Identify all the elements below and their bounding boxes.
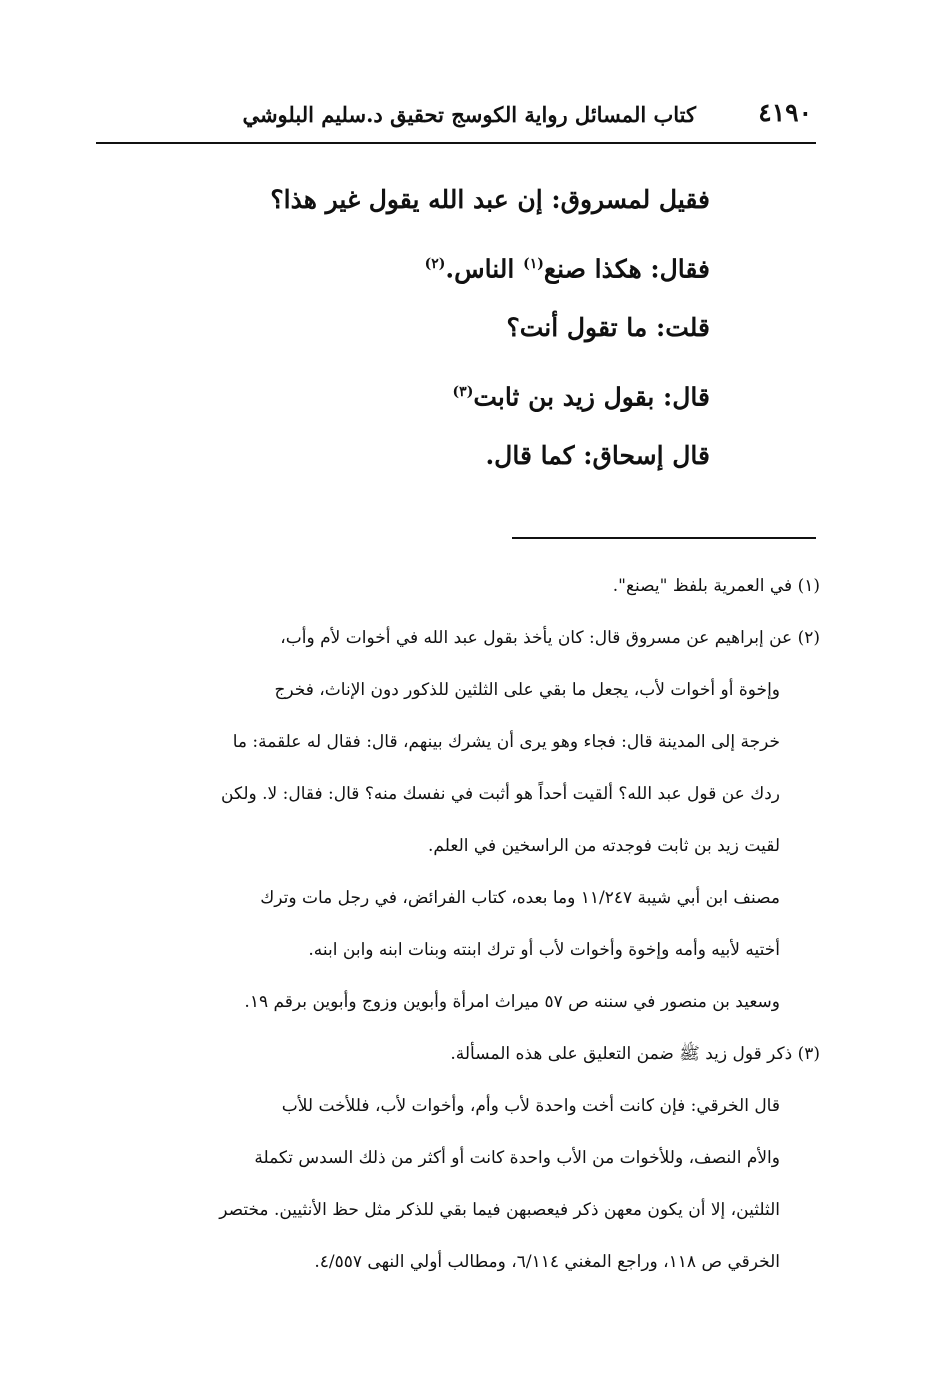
line-text: فقال: هكذا صنع xyxy=(543,254,710,284)
footnote-marker: (٢) xyxy=(424,256,446,272)
page-number: ٤١٩٠ xyxy=(758,98,812,127)
footnote-line: (٣) ذكر قول زيد ﷺ ضمن التعليق على هذه المسألة. xyxy=(450,1044,820,1064)
main-text-line xyxy=(190,360,710,424)
page-header xyxy=(96,96,816,136)
footnote-marker: (١) xyxy=(523,256,544,272)
footnote-divider xyxy=(512,537,816,539)
line-text: قال إسحاق: كما قال. xyxy=(485,441,710,470)
line-text: قال: بقول زيد بن ثابت xyxy=(473,382,710,412)
line-text: قلت: ما تقول أنت؟ xyxy=(506,313,710,342)
footnote-line: قال الخرقي: فإن كانت أخت واحدة لأب وأم، وأخوات لأب، فللأخت للأب xyxy=(281,1096,780,1116)
line-text: الناس. xyxy=(445,254,524,284)
footnote-line: ردك عن قول عبد الله؟ ألقيت أحداً هو أثبت في نفسك منه؟ قال: فقال: لا. ولكن xyxy=(221,784,780,804)
main-text xyxy=(190,168,710,488)
footnote-line: وإخوة أو أخوات لأب، يجعل ما بقي على الثلثين للذكور دون الإناث، فخرج xyxy=(274,680,780,700)
main-text-line xyxy=(190,168,710,232)
main-text-line xyxy=(190,424,710,488)
main-text-line xyxy=(190,296,710,360)
line-text: فقيل لمسروق: إن عبد الله يقول غير هذا؟ xyxy=(270,185,710,214)
footnote-line: (٢) عن إبراهيم عن مسروق قال: كان يأخذ بقول عبد الله في أخوات لأم وأب، xyxy=(280,628,820,648)
footnotes xyxy=(100,560,820,1288)
footnote-line: أختيه لأبيه وأمه وإخوة وأخوات لأب أو ترك ابنته وبنات ابنه وابن ابنه. xyxy=(308,940,780,960)
footnote-line: الثلثين، إلا أن يكون معهن ذكر فيعصبهن فيما بقي للذكر مثل حظ الأنثيين. مختصر xyxy=(219,1200,780,1220)
main-text-line xyxy=(190,232,710,296)
footnote-line: الخرقي ص ١١٨، وراجع المغني ٦/١١٤، ومطالب أولي النهى ٤/٥٥٧. xyxy=(314,1252,780,1272)
footnote-line: خرجة إلى المدينة قال: فجاء وهو يرى أن يشرك بينهم، قال: فقال له علقمة: ما xyxy=(232,732,780,752)
footnote-line: (١) في العمرية بلفظ "يصنع". xyxy=(612,576,820,596)
footnote-line: لقيت زيد بن ثابت فوجدته من الراسخين في العلم. xyxy=(428,836,780,856)
footnote-line: والأم النصف، وللأخوات من الأب واحدة كانت أو أكثر من ذلك السدس تكملة xyxy=(254,1148,780,1168)
footnote-marker: (٣) xyxy=(452,384,474,400)
running-title: كتاب المسائل رواية الكوسج تحقيق د.سليم البلوشي xyxy=(242,102,696,127)
footnote-line: وسعيد بن منصور في سننه ص ٥٧ ميراث امرأة وأبوين وزوج وأبوين برقم ١٩. xyxy=(244,992,780,1012)
header-divider xyxy=(96,142,816,144)
footnote-line: مصنف ابن أبي شيبة ١١/٢٤٧ وما بعده، كتاب الفرائض، في رجل مات وترك xyxy=(260,888,780,908)
